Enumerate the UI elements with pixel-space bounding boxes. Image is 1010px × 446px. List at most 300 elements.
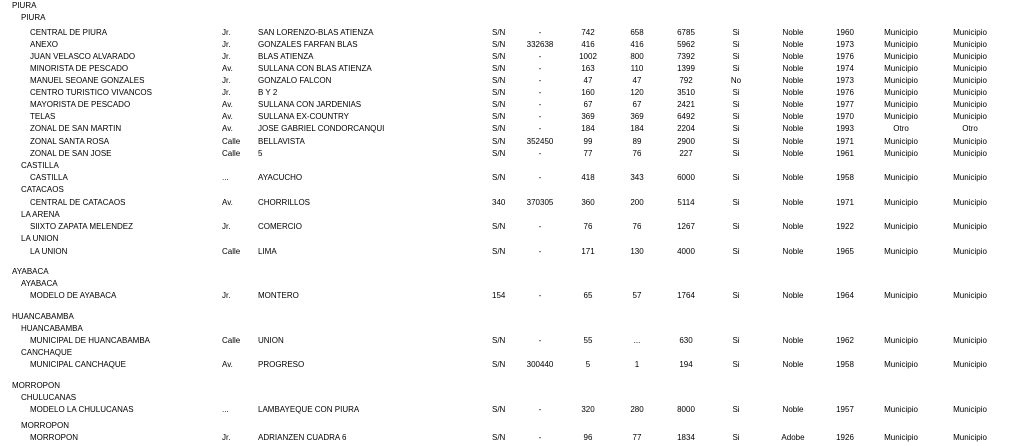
postal-code: - (538, 149, 542, 158)
province-heading (0, 323, 1010, 335)
postal-code: - (538, 100, 542, 109)
street-number: S/N (492, 360, 506, 369)
postal-code: - (538, 112, 542, 121)
value-1: 369 (581, 112, 595, 121)
operator: Municipio (884, 336, 918, 345)
material: Noble (782, 28, 804, 37)
value-3: 5114 (677, 198, 695, 207)
value-3: 5962 (677, 40, 695, 49)
value-3: 1834 (677, 433, 695, 442)
year-built: 1993 (836, 124, 854, 133)
operator: Municipio (884, 137, 918, 146)
province-heading (0, 233, 1010, 245)
operator: Municipio (884, 247, 918, 256)
owner: Municipio (953, 52, 987, 61)
market-name: CENTRAL DE PIURA (30, 28, 108, 37)
year-built: 1970 (836, 112, 854, 121)
year-built: 1973 (836, 40, 854, 49)
value-2: 280 (630, 405, 644, 414)
year-built: 1926 (836, 433, 854, 442)
street-name: COMERCIO (258, 222, 302, 231)
market-name: JUAN VELASCO ALVARADO (30, 52, 136, 61)
value-2: 76 (632, 149, 642, 158)
market-name: MANUEL SEOANE GONZALES (30, 76, 145, 85)
owner: Otro (962, 124, 978, 133)
value-2: 200 (630, 198, 644, 207)
value-2: 369 (630, 112, 644, 121)
value-3: 6492 (677, 112, 695, 121)
value-2: 1 (634, 360, 640, 369)
owner: Municipio (953, 247, 987, 256)
street-name: 5 (258, 149, 263, 158)
postal-code: - (538, 222, 542, 231)
street-number: S/N (492, 173, 506, 182)
value-1: 67 (583, 100, 593, 109)
status-flag: Si (732, 88, 740, 97)
value-1: 184 (581, 124, 595, 133)
owner: Municipio (953, 198, 987, 207)
street-name: CHORRILLOS (258, 198, 311, 207)
province-heading (0, 420, 1010, 432)
status-flag: Si (732, 28, 740, 37)
year-built: 1957 (836, 405, 854, 414)
status-flag: Si (732, 137, 740, 146)
table-row (0, 51, 1010, 63)
via-type: Jr. (222, 52, 231, 61)
market-name: MAYORISTA DE PESCADO (30, 100, 131, 109)
street-name: PROGRESO (258, 360, 305, 369)
value-2: 47 (632, 76, 642, 85)
table-row (0, 27, 1010, 39)
owner: Municipio (953, 64, 987, 73)
street-number: 154 (492, 291, 506, 300)
table-row (0, 404, 1010, 416)
owner: Municipio (953, 336, 987, 345)
via-type: ... (222, 405, 229, 414)
year-built: 1958 (836, 173, 854, 182)
department-label: MORROPON (12, 381, 60, 390)
value-2: 77 (632, 433, 642, 442)
province-heading (0, 392, 1010, 404)
table-row (0, 75, 1010, 87)
value-1: 1002 (579, 52, 597, 61)
street-name: JOSE GABRIEL CONDORCANQUI (258, 124, 385, 133)
status-flag: No (730, 76, 742, 85)
street-number: S/N (492, 433, 506, 442)
material: Noble (782, 137, 804, 146)
owner: Municipio (953, 291, 987, 300)
owner: Municipio (953, 137, 987, 146)
street-number: S/N (492, 76, 506, 85)
postal-code: - (538, 64, 542, 73)
value-2: 343 (630, 173, 644, 182)
value-3: 3510 (677, 88, 695, 97)
value-1: 55 (583, 336, 593, 345)
value-3: 630 (679, 336, 693, 345)
street-name: SULLANA CON BLAS ATIENZA (258, 64, 372, 73)
province-label: CATACAOS (21, 185, 64, 194)
status-flag: Si (732, 405, 740, 414)
value-2: 57 (632, 291, 642, 300)
via-type: Av. (222, 360, 233, 369)
market-name: ANEXO (30, 40, 59, 49)
value-3: 6000 (677, 173, 695, 182)
street-number: S/N (492, 124, 506, 133)
value-3: 7392 (677, 52, 695, 61)
material: Noble (782, 149, 804, 158)
province-heading (0, 347, 1010, 359)
status-flag: Si (732, 433, 740, 442)
status-flag: Si (732, 124, 740, 133)
operator: Municipio (884, 88, 918, 97)
department-label: AYABACA (12, 267, 49, 276)
status-flag: Si (732, 336, 740, 345)
market-name: CENTRO TURISTICO VIVANCOS (30, 88, 152, 97)
via-type: ... (222, 173, 229, 182)
street-number: S/N (492, 149, 506, 158)
via-type: Calle (222, 137, 241, 146)
postal-code: - (538, 28, 542, 37)
province-heading (0, 278, 1010, 290)
operator: Municipio (884, 64, 918, 73)
department-heading (0, 380, 1010, 392)
material: Noble (782, 64, 804, 73)
material: Noble (782, 291, 804, 300)
department-heading (0, 311, 1010, 323)
table-row (0, 63, 1010, 75)
table-row (0, 197, 1010, 209)
year-built: 1958 (836, 360, 854, 369)
postal-code: - (538, 76, 542, 85)
street-name: B Y 2 (258, 88, 278, 97)
status-flag: Si (732, 64, 740, 73)
year-built: 1964 (836, 291, 854, 300)
material: Noble (782, 222, 804, 231)
status-flag: Si (732, 100, 740, 109)
value-2: 67 (632, 100, 642, 109)
table-row (0, 87, 1010, 99)
street-number: S/N (492, 64, 506, 73)
owner: Municipio (953, 100, 987, 109)
value-3: 227 (679, 149, 693, 158)
street-name: GONZALES FARFAN BLAS (258, 40, 358, 49)
street-name: BELLAVISTA (258, 137, 305, 146)
year-built: 1976 (836, 88, 854, 97)
market-name: MUNICIPAL CANCHAQUE (30, 360, 127, 369)
year-built: 1962 (836, 336, 854, 345)
operator: Municipio (884, 112, 918, 121)
department-heading (0, 266, 1010, 278)
status-flag: Si (732, 173, 740, 182)
postal-code: - (538, 173, 542, 182)
table-row (0, 123, 1010, 135)
value-2: ... (633, 336, 641, 345)
value-2: 800 (630, 52, 644, 61)
value-1: 47 (583, 76, 593, 85)
value-1: 171 (581, 247, 595, 256)
year-built: 1971 (836, 198, 854, 207)
owner: Municipio (953, 405, 987, 414)
material: Noble (782, 76, 804, 85)
table-row (0, 39, 1010, 51)
year-built: 1971 (836, 137, 854, 146)
value-1: 5 (585, 360, 591, 369)
value-1: 65 (583, 291, 593, 300)
via-type: Av. (222, 198, 233, 207)
street-number: S/N (492, 100, 506, 109)
operator: Municipio (884, 360, 918, 369)
via-type: Av. (222, 112, 233, 121)
material: Noble (782, 198, 804, 207)
postal-code: - (538, 124, 542, 133)
value-2: 120 (630, 88, 644, 97)
via-type: Jr. (222, 40, 231, 49)
market-name: MINORISTA DE PESCADO (30, 64, 129, 73)
value-2: 89 (632, 137, 642, 146)
table-row (0, 172, 1010, 184)
material: Adobe (781, 433, 805, 442)
via-type: Calle (222, 149, 241, 158)
province-label: CHULUCANAS (21, 393, 77, 402)
owner: Municipio (953, 28, 987, 37)
value-1: 163 (581, 64, 595, 73)
via-type: Jr. (222, 88, 231, 97)
year-built: 1974 (836, 64, 854, 73)
street-number: S/N (492, 336, 506, 345)
operator: Otro (893, 124, 909, 133)
year-built: 1976 (836, 52, 854, 61)
via-type: Calle (222, 247, 241, 256)
value-1: 418 (581, 173, 595, 182)
street-name: AYACUCHO (258, 173, 303, 182)
province-label: MORROPON (21, 421, 69, 430)
operator: Municipio (884, 291, 918, 300)
value-3: 1399 (677, 64, 695, 73)
street-number: S/N (492, 40, 506, 49)
street-number: S/N (492, 247, 506, 256)
province-heading (0, 12, 1010, 24)
province-label: CASTILLA (21, 161, 59, 170)
via-type: Jr. (222, 291, 231, 300)
status-flag: Si (732, 198, 740, 207)
postal-code: - (538, 405, 542, 414)
material: Noble (782, 124, 804, 133)
status-flag: Si (732, 222, 740, 231)
department-heading (0, 0, 1010, 12)
year-built: 1977 (836, 100, 854, 109)
market-name: MODELO LA CHULUCANAS (30, 405, 134, 414)
owner: Municipio (953, 76, 987, 85)
value-3: 2421 (677, 100, 695, 109)
via-type: Av. (222, 124, 233, 133)
material: Noble (782, 336, 804, 345)
material: Noble (782, 88, 804, 97)
street-number: S/N (492, 112, 506, 121)
operator: Municipio (884, 149, 918, 158)
material: Noble (782, 100, 804, 109)
table-row (0, 246, 1010, 258)
table-row (0, 148, 1010, 160)
market-name: CENTRAL DE CATACAOS (30, 198, 126, 207)
market-name: ZONAL DE SAN MARTIN (30, 124, 122, 133)
postal-code: 332638 (526, 40, 554, 49)
status-flag: Si (732, 291, 740, 300)
via-type: Jr. (222, 433, 231, 442)
owner: Municipio (953, 360, 987, 369)
market-name: MUNICIPAL DE HUANCABAMBA (30, 336, 151, 345)
operator: Municipio (884, 40, 918, 49)
table-row (0, 359, 1010, 371)
value-2: 76 (632, 222, 642, 231)
table-row (0, 111, 1010, 123)
owner: Municipio (953, 433, 987, 442)
market-name: MODELO DE AYABACA (30, 291, 117, 300)
table-row (0, 221, 1010, 233)
value-1: 416 (581, 40, 595, 49)
value-2: 110 (630, 64, 644, 73)
street-name: MONTERO (258, 291, 299, 300)
postal-code: 352450 (526, 137, 554, 146)
status-flag: Si (732, 149, 740, 158)
street-name: UNION (258, 336, 284, 345)
owner: Municipio (953, 40, 987, 49)
year-built: 1973 (836, 76, 854, 85)
postal-code: - (538, 247, 542, 256)
province-label: LA ARENA (21, 210, 60, 219)
province-heading (0, 209, 1010, 221)
operator: Municipio (884, 100, 918, 109)
owner: Municipio (953, 173, 987, 182)
street-name: BLAS ATIENZA (258, 52, 314, 61)
street-number: S/N (492, 52, 506, 61)
value-3: 2900 (677, 137, 695, 146)
market-name: LA UNION (30, 247, 68, 256)
market-name: SIIXTO ZAPATA MELENDEZ (30, 222, 133, 231)
material: Noble (782, 52, 804, 61)
year-built: 1960 (836, 28, 854, 37)
value-1: 99 (583, 137, 593, 146)
province-heading (0, 160, 1010, 172)
table-row (0, 335, 1010, 347)
department-label: HUANCABAMBA (12, 312, 74, 321)
owner: Municipio (953, 149, 987, 158)
province-label: LA UNION (21, 234, 59, 243)
province-label: PIURA (21, 13, 46, 22)
operator: Municipio (884, 405, 918, 414)
street-name: SULLANA CON JARDENIAS (258, 100, 362, 109)
status-flag: Si (732, 52, 740, 61)
status-flag: Si (732, 360, 740, 369)
postal-code: - (538, 336, 542, 345)
operator: Municipio (884, 28, 918, 37)
department-label: PIURA (12, 1, 37, 10)
material: Noble (782, 40, 804, 49)
value-3: 4000 (677, 247, 695, 256)
market-name: CASTILLA (30, 173, 68, 182)
via-type: Jr. (222, 222, 231, 231)
value-1: 320 (581, 405, 595, 414)
owner: Municipio (953, 222, 987, 231)
postal-code: 370305 (526, 198, 554, 207)
postal-code: - (538, 433, 542, 442)
material: Noble (782, 405, 804, 414)
province-label: HUANCABAMBA (21, 324, 83, 333)
street-name: SULLANA EX-COUNTRY (258, 112, 349, 121)
value-1: 160 (581, 88, 595, 97)
market-name: TELAS (30, 112, 56, 121)
value-2: 416 (630, 40, 644, 49)
value-1: 742 (581, 28, 595, 37)
owner: Municipio (953, 112, 987, 121)
value-3: 6785 (677, 28, 695, 37)
via-type: Jr. (222, 76, 231, 85)
operator: Municipio (884, 222, 918, 231)
value-1: 96 (583, 433, 593, 442)
province-label: AYABACA (21, 279, 58, 288)
operator: Municipio (884, 173, 918, 182)
material: Noble (782, 360, 804, 369)
via-type: Calle (222, 336, 241, 345)
postal-code: - (538, 88, 542, 97)
street-number: S/N (492, 222, 506, 231)
street-name: SAN LORENZO-BLAS ATIENZA (258, 28, 374, 37)
table-row (0, 432, 1010, 444)
material: Noble (782, 112, 804, 121)
value-3: 194 (679, 360, 693, 369)
street-name: LAMBAYEQUE CON PIURA (258, 405, 360, 414)
street-number: S/N (492, 88, 506, 97)
postal-code: - (538, 52, 542, 61)
year-built: 1961 (836, 149, 854, 158)
postal-code: 300440 (526, 360, 554, 369)
province-heading (0, 184, 1010, 196)
value-1: 76 (583, 222, 593, 231)
value-3: 1267 (677, 222, 695, 231)
operator: Municipio (884, 198, 918, 207)
year-built: 1965 (836, 247, 854, 256)
table-row (0, 99, 1010, 111)
value-1: 360 (581, 198, 595, 207)
value-2: 130 (630, 247, 644, 256)
operator: Municipio (884, 52, 918, 61)
status-flag: Si (732, 247, 740, 256)
table-row (0, 136, 1010, 148)
market-name: ZONAL SANTA ROSA (30, 137, 110, 146)
street-name: GONZALO FALCON (258, 76, 332, 85)
value-3: 1764 (677, 291, 695, 300)
operator: Municipio (884, 76, 918, 85)
table-row (0, 290, 1010, 302)
status-flag: Si (732, 40, 740, 49)
street-number: S/N (492, 28, 506, 37)
operator: Municipio (884, 433, 918, 442)
value-3: 8000 (677, 405, 695, 414)
via-type: Jr. (222, 28, 231, 37)
market-name: MORROPON (30, 433, 78, 442)
status-flag: Si (732, 112, 740, 121)
street-name: LIMA (258, 247, 277, 256)
owner: Municipio (953, 88, 987, 97)
value-2: 184 (630, 124, 644, 133)
postal-code: - (538, 291, 542, 300)
street-number: S/N (492, 137, 506, 146)
material: Noble (782, 247, 804, 256)
material: Noble (782, 173, 804, 182)
street-name: ADRIANZEN CUADRA 6 (258, 433, 347, 442)
value-3: 792 (679, 76, 693, 85)
year-built: 1922 (836, 222, 854, 231)
value-3: 2204 (677, 124, 695, 133)
